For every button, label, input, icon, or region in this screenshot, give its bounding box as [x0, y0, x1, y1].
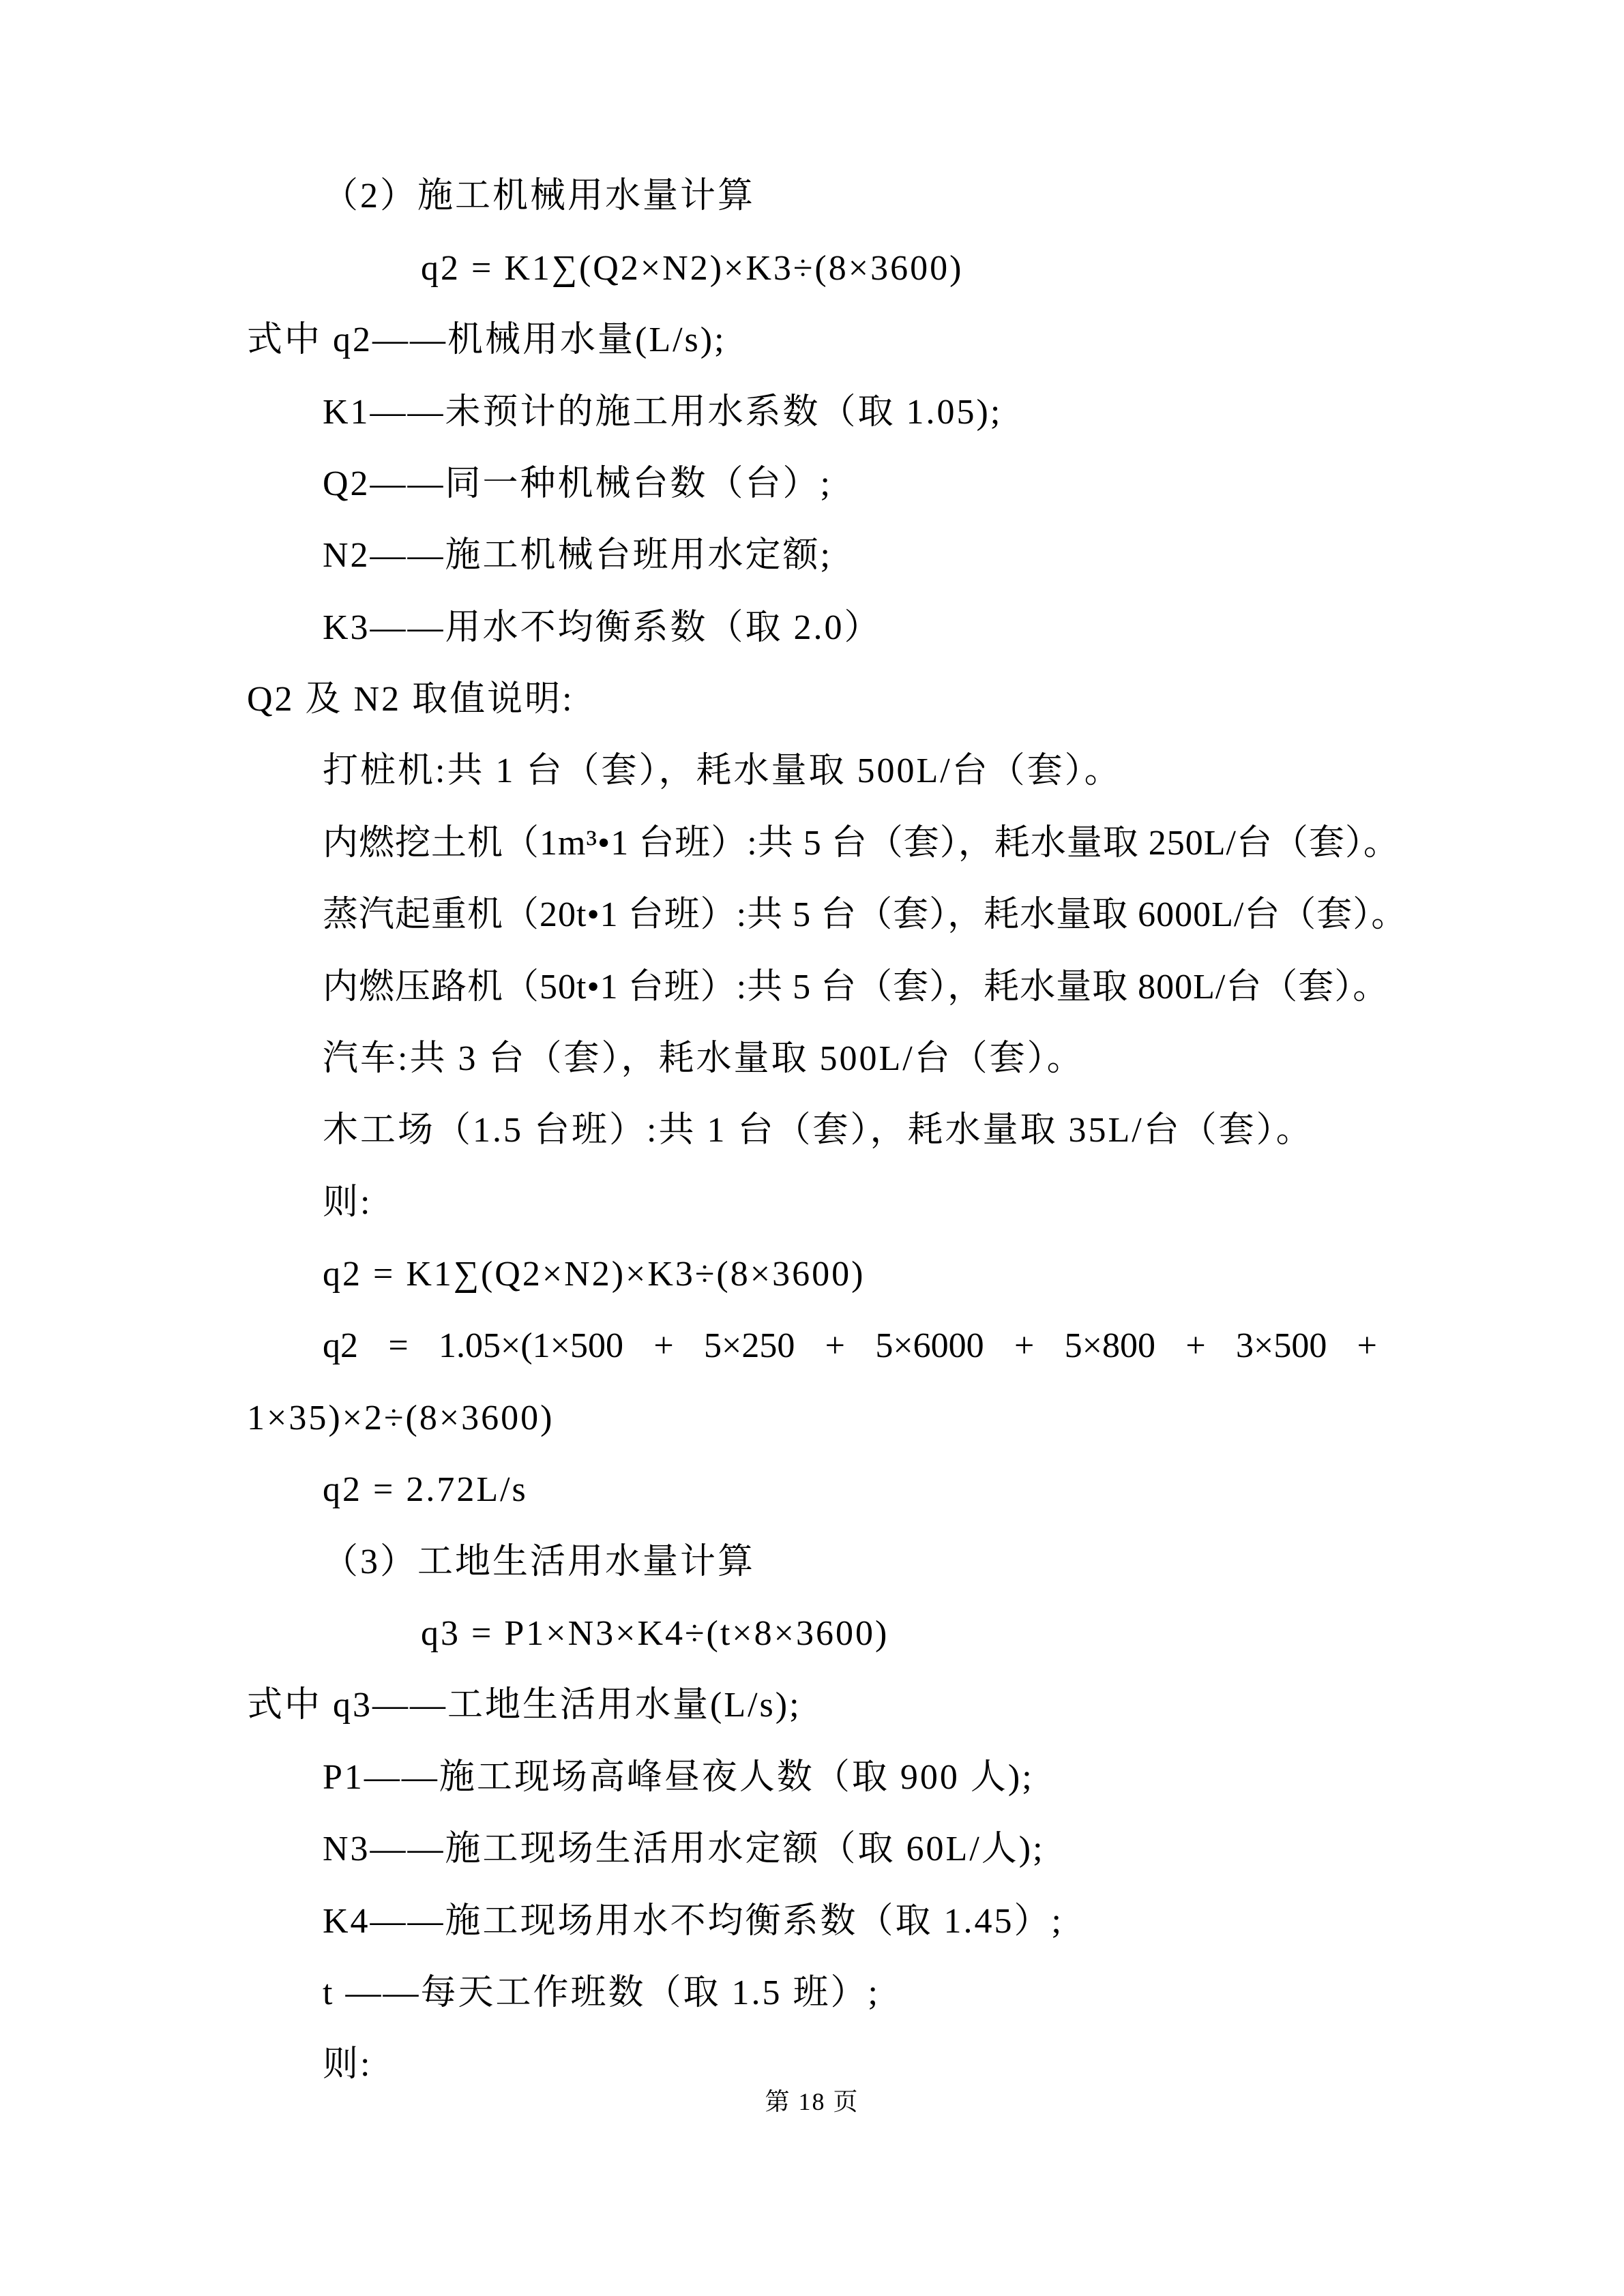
- formula-line: q2 = 1.05×(1×500 + 5×250 + 5×6000 + 5×800 + 3×500 +: [323, 1326, 1377, 1365]
- text-line: 打桩机:共 1 台（套），耗水量取 500L/台（套）。: [323, 751, 1122, 790]
- text-line: 则:: [323, 1183, 372, 1222]
- text-line: 蒸汽起重机（20t•1 台班）:共 5 台（套），耗水量取 6000L/台（套）。: [323, 895, 1408, 934]
- page-number: 第 18 页: [765, 2088, 859, 2115]
- text-line: 内燃压路机（50t•1 台班）:共 5 台（套），耗水量取 800L/台（套）。: [323, 968, 1389, 1007]
- text-line: K4——施工现场用水不均衡系数（取 1.45）;: [323, 1902, 1064, 1941]
- text-line: 木工场（1.5 台班）:共 1 台（套），耗水量取 35L/台（套）。: [323, 1111, 1314, 1150]
- text-line: N2——施工机械台班用水定额;: [323, 536, 833, 575]
- text-line: t ——每天工作班数（取 1.5 班）;: [323, 1973, 880, 2012]
- text-line: P1——施工现场高峰昼夜人数（取 900 人);: [323, 1758, 1034, 1797]
- formula-q3: q3 = P1×N3×K4÷(t×8×3600): [421, 1614, 889, 1653]
- text-line: N3——施工现场生活用水定额（取 60L/人);: [323, 1830, 1045, 1868]
- text-line: 内燃挖土机（1m³•1 台班）:共 5 台（套），耗水量取 250L/台（套）。: [323, 824, 1400, 863]
- text-line: K1——未预计的施工用水系数（取 1.05);: [323, 393, 1003, 432]
- formula-line: q2 = K1∑(Q2×N2)×K3÷(8×3600): [323, 1255, 866, 1294]
- text-line: 则:: [323, 2045, 372, 2084]
- text-line: Q2 及 N2 取值说明:: [247, 680, 574, 719]
- text-line: Q2——同一种机械台数（台）;: [323, 464, 833, 503]
- formula-q2: q2 = K1∑(Q2×N2)×K3÷(8×3600): [421, 249, 964, 288]
- text-line: 式中 q2——机械用水量(L/s);: [247, 320, 726, 359]
- section-heading-2: （2）施工机械用水量计算: [323, 177, 756, 215]
- section-heading-3: （3）工地生活用水量计算: [323, 1542, 756, 1581]
- text-line: 式中 q3——工地生活用水量(L/s);: [247, 1686, 801, 1725]
- text-line: K3——用水不均衡系数（取 2.0）: [323, 608, 882, 647]
- formula-result: q2 = 2.72L/s: [323, 1470, 528, 1509]
- formula-line: 1×35)×2÷(8×3600): [247, 1399, 555, 1437]
- text-line: 汽车:共 3 台（套），耗水量取 500L/台（套）。: [323, 1039, 1084, 1078]
